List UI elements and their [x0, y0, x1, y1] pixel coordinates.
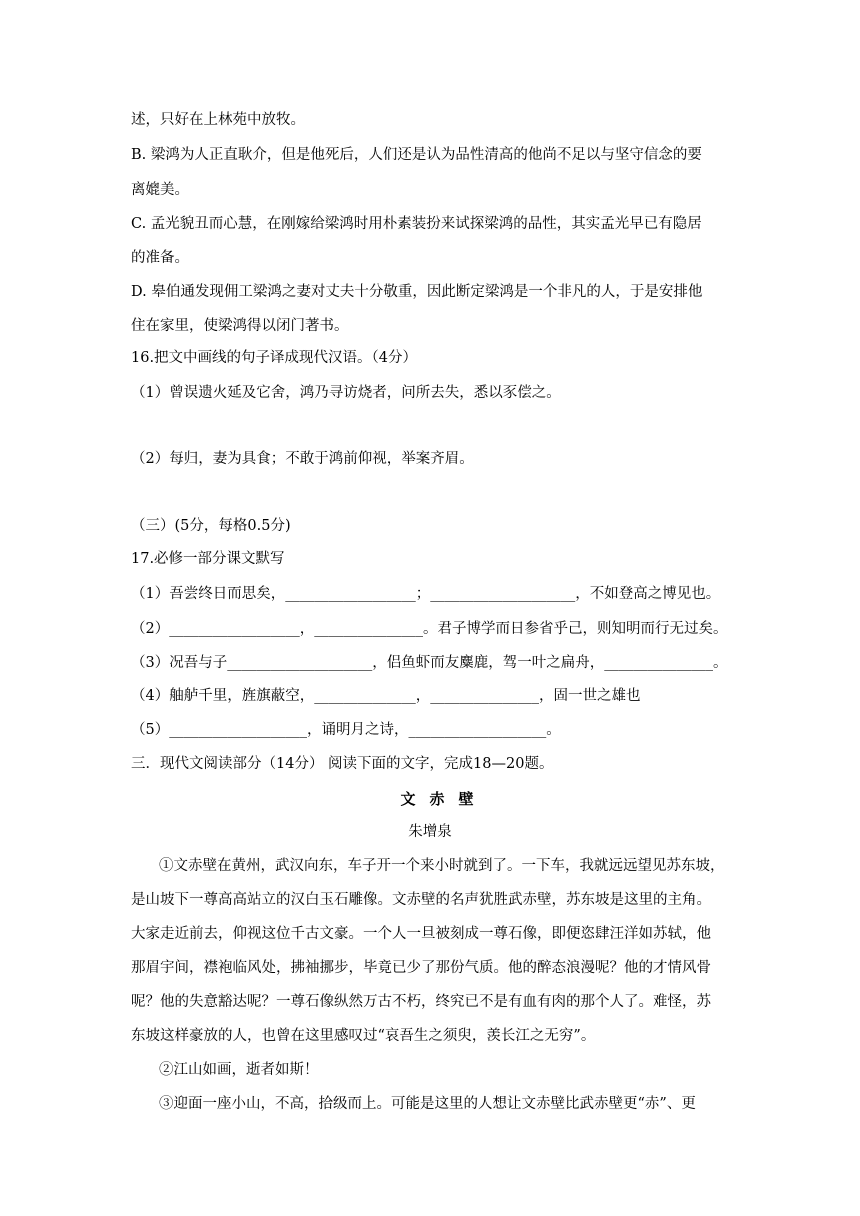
paragraph-line: 呢？他的失意豁达呢？一尊石像纵然万古不朽，终究已不是有血有肉的那个人了。难怪，苏 — [131, 994, 711, 1010]
question-16: 16.把文中画线的句子译成现代汉语。（4分） — [131, 350, 418, 366]
paragraph-line: 那眉宇间，襟袍临风处，拂袖挪步，毕竟已少了那份气质。他的醉态浪漫呢？他的才情风骨 — [131, 960, 711, 976]
paragraph-line: ③迎面一座小山，不高，拾级而上。可能是这里的人想让文赤壁比武赤壁更“赤”、更 — [159, 1096, 696, 1112]
article-title: 文赤壁 — [400, 790, 488, 808]
paragraph-line: 大家走近前去，仰视这位千古文豪。一个人一旦被刻成一尊石像，即便恣肆汪洋如苏轼，他 — [131, 926, 711, 942]
text-line: 住在家里，使梁鸿得以闭门著书。 — [131, 318, 349, 334]
text-line: 的准备。 — [131, 250, 189, 266]
section-heading-reading: 三．现代文阅读部分（14分） 阅读下面的文字，完成18—20题。 — [131, 756, 554, 772]
q17-item-5: （5）___________________，诵明月之诗，___________________。 — [131, 722, 561, 738]
q16-item-2: （2）每归，妻为具食；不敢于鸿前仰视，举案齐眉。 — [131, 451, 474, 467]
q16-item-1: （1）曾误遗火延及它舍，鸿乃寻访烧者，问所去失，悉以豕偿之。 — [131, 385, 561, 401]
paragraph-line: ①文赤壁在黄州，武汉向东，车子开一个来小时就到了。一下车，我就远远望见苏东坡， — [159, 858, 725, 874]
section-3-heading: （三）(5分，每格0.5分) — [131, 518, 291, 534]
option-d: D. 皋伯通发现佣工梁鸿之妻对丈夫十分敬重，因此断定梁鸿是一个非凡的人，于是安排他 — [131, 284, 703, 300]
option-c: C. 孟光貌丑而心慧，在刚嫁给梁鸿时用朴素装扮来试探梁鸿的品性，其实孟光早已有隐居 — [131, 216, 702, 232]
option-b: B. 梁鸿为人正直耿介，但是他死后，人们还是认为品性清高的他尚不足以与坚守信念的要 — [131, 147, 702, 163]
text-line: 离媲美。 — [131, 182, 189, 198]
paragraph-line: ②江山如画，逝者如斯！ — [159, 1062, 319, 1078]
question-17: 17.必修一部分课文默写 — [131, 551, 285, 567]
q17-item-1: （1）吾尝终日而思矣，__________________；____________________，不如登高之博见也。 — [131, 586, 721, 602]
article-author: 朱增泉 — [408, 824, 452, 840]
q17-item-4: （4）舳舻千里，旌旗蔽空，______________，_______________，固一世之雄也 — [131, 688, 641, 704]
paragraph-line: 东坡这样豪放的人，也曾在这里感叹过“哀吾生之须臾，羡长江之无穷”。 — [131, 1028, 596, 1044]
q17-item-2: （2）__________________，_______________。君子博学而日参省乎己，则知明而行无过矣。 — [131, 621, 728, 637]
text-line: 述，只好在上林苑中放牧。 — [131, 112, 305, 128]
paragraph-line: 是山坡下一尊高高站立的汉白玉石雕像。文赤壁的名声犹胜武赤壁，苏东坡是这里的主角。 — [131, 892, 711, 908]
q17-item-3: （3）况吾与子____________________，侣鱼虾而友麋鹿，驾一叶之扁舟，_______________。 — [131, 655, 728, 671]
